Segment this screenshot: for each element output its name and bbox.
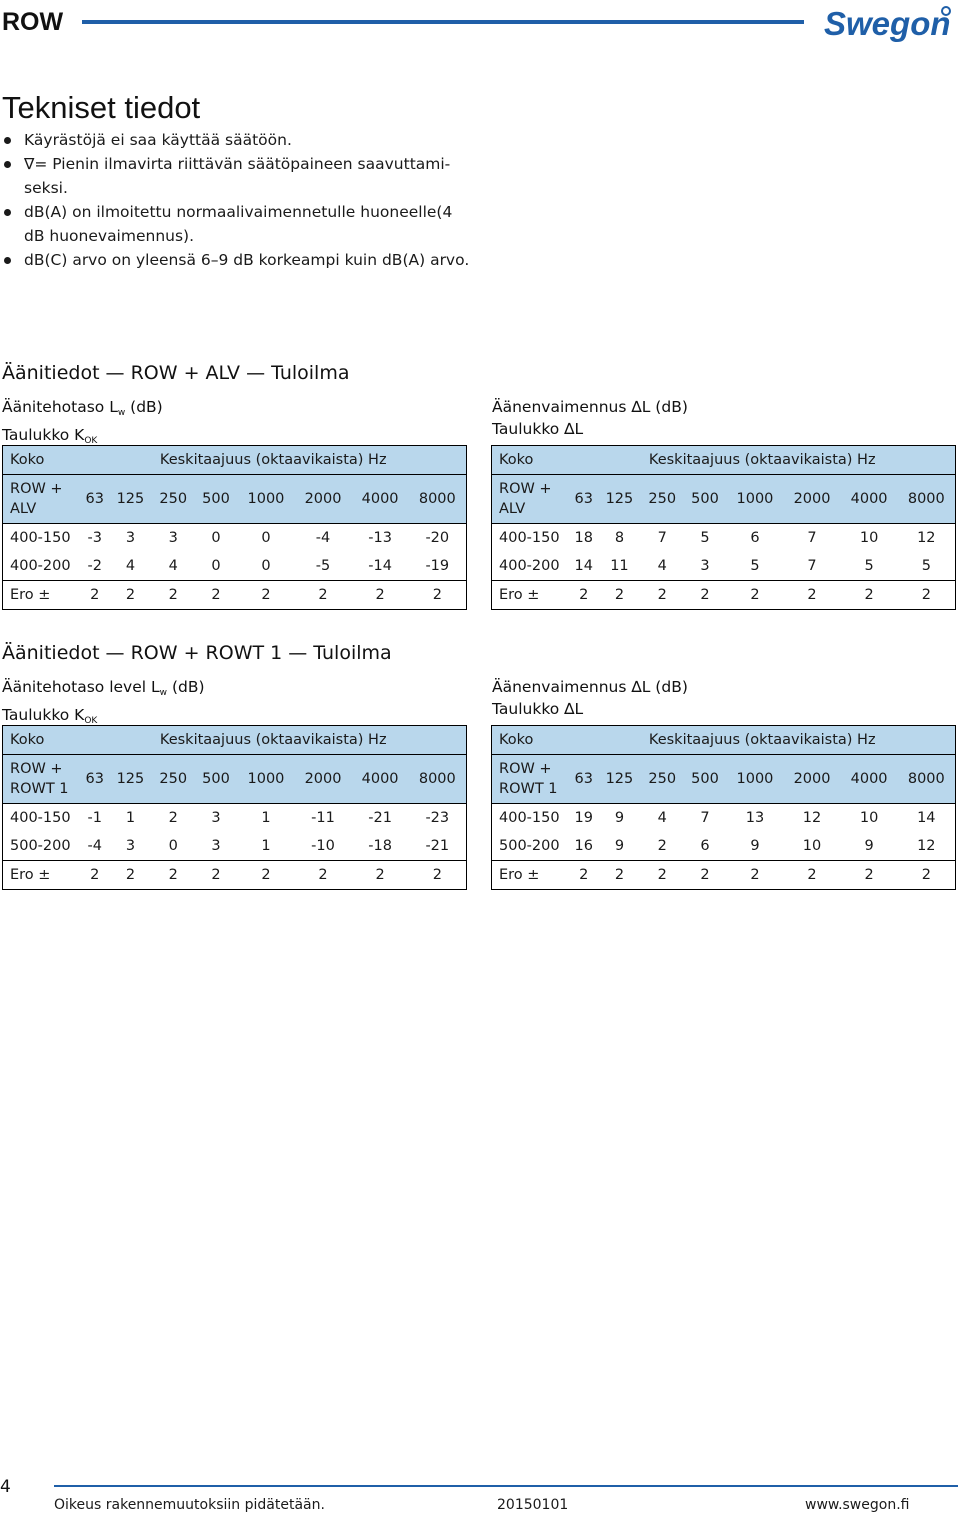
value-cell: 2 bbox=[783, 581, 840, 610]
heading-text: Äänitehotaso level L bbox=[2, 678, 160, 696]
tolerance-label: Ero ± bbox=[3, 861, 81, 890]
table-header-row bbox=[492, 726, 956, 755]
value-cell: 2 bbox=[726, 861, 783, 890]
value-cell: 5 bbox=[700, 530, 710, 546]
value-cell: 2 bbox=[898, 581, 956, 610]
frequency-cell: 250 bbox=[152, 755, 195, 804]
tolerance-label: Ero ± bbox=[3, 581, 81, 610]
note-item: Käyrästöjä ei saa käyttää säätöön. bbox=[0, 128, 470, 152]
frequency-cell: 500 bbox=[195, 755, 238, 804]
frequency-cell: 63 bbox=[570, 475, 599, 524]
caption-text: Taulukko K bbox=[2, 426, 85, 444]
value-cell: -10 bbox=[311, 838, 335, 854]
frequency-cell: 500 bbox=[684, 755, 727, 804]
value-cell: 9 bbox=[750, 838, 760, 854]
value-cell: 5 bbox=[921, 558, 931, 574]
value-cell: 2 bbox=[195, 861, 238, 890]
tolerance-row bbox=[492, 861, 956, 890]
value-cell: 0 bbox=[211, 530, 221, 546]
value-cell: 3 bbox=[168, 530, 178, 546]
value-cell: -11 bbox=[311, 810, 335, 826]
value-cell: 2 bbox=[684, 581, 727, 610]
page-number: 4 bbox=[0, 1477, 11, 1497]
value-cell: 2 bbox=[841, 861, 898, 890]
right-table-heading bbox=[492, 676, 688, 720]
section-title: Tekniset tiedot bbox=[2, 90, 201, 125]
frequency-cell: 4000 bbox=[841, 475, 898, 524]
value-cell: 2 bbox=[294, 861, 351, 890]
value-cell: 0 bbox=[168, 838, 178, 854]
value-cell: 2 bbox=[294, 581, 351, 610]
table-header-row bbox=[492, 446, 956, 475]
value-cell: 2 bbox=[352, 581, 409, 610]
frequency-cell: 125 bbox=[598, 475, 641, 524]
frequency-row bbox=[3, 755, 467, 804]
caption-text: Taulukko K bbox=[2, 706, 85, 724]
value-cell: 2 bbox=[641, 861, 684, 890]
value-cell: 6 bbox=[750, 530, 760, 546]
frequency-cell: 4000 bbox=[841, 755, 898, 804]
column-header-frequency: Keskitaajuus (oktaavikaista) Hz bbox=[81, 726, 467, 755]
value-cell: 11 bbox=[610, 558, 629, 574]
table-row bbox=[3, 552, 467, 581]
frequency-cell: 4000 bbox=[352, 755, 409, 804]
heading-text: Äänenvaimennus ∆L (dB) bbox=[492, 678, 688, 696]
value-cell: 5 bbox=[750, 558, 760, 574]
product-label: ROW + ALV bbox=[3, 475, 81, 524]
frequency-cell: 8000 bbox=[409, 475, 467, 524]
size-cell: 400-150 bbox=[10, 530, 71, 546]
column-header-frequency: Keskitaajuus (oktaavikaista) Hz bbox=[81, 446, 467, 475]
column-header-size: Koko bbox=[3, 446, 81, 475]
table-row bbox=[492, 524, 956, 553]
value-cell: 9 bbox=[614, 838, 625, 854]
value-cell: 3 bbox=[125, 838, 136, 854]
value-cell: 2 bbox=[641, 581, 684, 610]
table-header-row bbox=[3, 446, 467, 475]
value-cell: 2 bbox=[81, 861, 110, 890]
table-row bbox=[492, 832, 956, 861]
value-cell: -5 bbox=[315, 558, 331, 574]
value-cell: 2 bbox=[783, 861, 840, 890]
value-cell: 2 bbox=[898, 861, 956, 890]
heading-unit: (dB) bbox=[125, 398, 163, 416]
swegon-logo bbox=[822, 2, 956, 44]
frequency-cell: 2000 bbox=[783, 755, 840, 804]
column-header-size: Koko bbox=[3, 726, 81, 755]
column-header-size: Koko bbox=[492, 446, 570, 475]
value-cell: -2 bbox=[87, 558, 102, 574]
value-cell: 18 bbox=[574, 530, 593, 546]
size-cell: 500-200 bbox=[499, 838, 560, 854]
value-cell: 9 bbox=[614, 810, 625, 826]
frequency-cell: 63 bbox=[570, 755, 599, 804]
value-cell: -20 bbox=[425, 530, 450, 546]
value-cell: 5 bbox=[864, 558, 874, 574]
note-item: ∇= Pienin ilmavirta riittävän säätöpaineen saavuttami-seksi. bbox=[0, 152, 470, 200]
product-label: ROW + ROWT 1 bbox=[3, 755, 81, 804]
footer-notice: Oikeus rakennemuutoksiin pidätetään. bbox=[54, 1497, 325, 1513]
value-cell: 8 bbox=[614, 530, 625, 546]
frequency-cell: 2000 bbox=[294, 475, 351, 524]
table-row bbox=[492, 552, 956, 581]
value-cell: 2 bbox=[570, 861, 599, 890]
value-cell: -3 bbox=[87, 530, 102, 546]
value-cell: 2 bbox=[195, 581, 238, 610]
value-cell: 4 bbox=[125, 558, 136, 574]
frequency-cell: 63 bbox=[81, 475, 110, 524]
note-item: dB(A) on ilmoitettu normaalivaimennetulle huoneelle(4 dB huonevaimennus). bbox=[0, 200, 470, 248]
product-label: ROW + ROWT 1 bbox=[492, 755, 570, 804]
column-header-frequency: Keskitaajuus (oktaavikaista) Hz bbox=[570, 726, 956, 755]
value-cell: 1 bbox=[125, 810, 136, 826]
frequency-cell: 1000 bbox=[237, 475, 294, 524]
caption-text: Taulukko ∆L bbox=[492, 420, 584, 438]
value-cell: 4 bbox=[657, 558, 667, 574]
frequency-cell: 250 bbox=[152, 475, 195, 524]
heading-subscript: w bbox=[159, 688, 168, 698]
frequency-cell: 2000 bbox=[783, 475, 840, 524]
notes-list bbox=[0, 128, 470, 272]
frequency-cell: 1000 bbox=[726, 755, 783, 804]
value-cell: 2 bbox=[841, 581, 898, 610]
value-cell: 19 bbox=[574, 810, 593, 826]
left-table-heading bbox=[2, 676, 205, 732]
frequency-row bbox=[3, 475, 467, 524]
header-divider bbox=[82, 20, 804, 24]
value-cell: 1 bbox=[261, 838, 271, 854]
value-cell: 3 bbox=[211, 810, 221, 826]
footer-divider bbox=[54, 1485, 958, 1487]
frequency-cell: 4000 bbox=[352, 475, 409, 524]
footer-website[interactable]: www.swegon.fi bbox=[805, 1497, 910, 1513]
value-cell: 9 bbox=[864, 838, 874, 854]
value-cell: 2 bbox=[168, 810, 178, 826]
value-cell: 14 bbox=[917, 810, 936, 826]
value-cell: 2 bbox=[409, 581, 467, 610]
sound-table bbox=[491, 725, 956, 890]
value-cell: 6 bbox=[700, 838, 710, 854]
value-cell: 2 bbox=[657, 838, 667, 854]
table-row bbox=[3, 524, 467, 553]
value-cell: 2 bbox=[81, 581, 110, 610]
value-cell: 0 bbox=[261, 558, 271, 574]
table-row bbox=[3, 832, 467, 861]
size-cell: 500-200 bbox=[10, 838, 71, 854]
column-header-frequency: Keskitaajuus (oktaavikaista) Hz bbox=[570, 446, 956, 475]
value-cell: 2 bbox=[152, 581, 195, 610]
frequency-cell: 1000 bbox=[726, 475, 783, 524]
frequency-cell: 8000 bbox=[898, 755, 956, 804]
block-title: Äänitiedot — ROW + ROWT 1 — Tuloilma bbox=[2, 642, 392, 664]
value-cell: -4 bbox=[315, 530, 331, 546]
tolerance-row bbox=[3, 861, 467, 890]
caption-text: Taulukko ∆L bbox=[492, 700, 584, 718]
heading-text: Äänenvaimennus ∆L (dB) bbox=[492, 398, 688, 416]
tolerance-row bbox=[492, 581, 956, 610]
value-cell: -18 bbox=[368, 838, 392, 854]
frequency-cell: 2000 bbox=[294, 755, 351, 804]
value-cell: 2 bbox=[352, 861, 409, 890]
value-cell: 2 bbox=[598, 861, 641, 890]
svg-text:Swegon: Swegon bbox=[824, 5, 951, 42]
size-cell: 400-150 bbox=[499, 810, 560, 826]
size-cell: 400-200 bbox=[10, 558, 71, 574]
tolerance-label: Ero ± bbox=[492, 861, 570, 890]
value-cell: -19 bbox=[425, 558, 450, 574]
value-cell: 0 bbox=[261, 530, 271, 546]
value-cell: -4 bbox=[87, 838, 102, 854]
value-cell: 2 bbox=[237, 581, 294, 610]
caption-subscript: OK bbox=[84, 716, 98, 726]
size-cell: 400-150 bbox=[10, 810, 71, 826]
value-cell: 14 bbox=[574, 558, 593, 574]
frequency-cell: 1000 bbox=[237, 755, 294, 804]
note-item: dB(C) arvo on yleensä 6–9 dB korkeampi kuin dB(A) arvo. bbox=[0, 248, 470, 272]
table-row bbox=[3, 804, 467, 833]
frequency-cell: 500 bbox=[195, 475, 238, 524]
value-cell: 12 bbox=[917, 838, 936, 854]
right-table-heading bbox=[492, 396, 688, 440]
table-header-row bbox=[3, 726, 467, 755]
caption-subscript: OK bbox=[84, 436, 98, 446]
heading-text: Äänitehotaso L bbox=[2, 398, 118, 416]
tolerance-label: Ero ± bbox=[492, 581, 570, 610]
frequency-cell: 500 bbox=[684, 475, 727, 524]
frequency-cell: 63 bbox=[81, 755, 110, 804]
value-cell: 2 bbox=[726, 581, 783, 610]
heading-subscript: w bbox=[117, 408, 126, 418]
value-cell: 12 bbox=[917, 530, 936, 546]
sound-table bbox=[2, 445, 467, 610]
frequency-cell: 250 bbox=[641, 755, 684, 804]
footer-date: 20150101 bbox=[497, 1497, 569, 1513]
value-cell: 16 bbox=[574, 838, 593, 854]
value-cell: 7 bbox=[807, 558, 817, 574]
frequency-cell: 8000 bbox=[898, 475, 956, 524]
value-cell: 7 bbox=[657, 530, 667, 546]
column-header-size: Koko bbox=[492, 726, 570, 755]
value-cell: 1 bbox=[261, 810, 271, 826]
value-cell: 2 bbox=[570, 581, 599, 610]
value-cell: 2 bbox=[598, 581, 641, 610]
value-cell: 3 bbox=[125, 530, 136, 546]
tolerance-row bbox=[3, 581, 467, 610]
frequency-row bbox=[492, 755, 956, 804]
value-cell: -1 bbox=[87, 810, 102, 826]
heading-unit: (dB) bbox=[167, 678, 205, 696]
left-table-heading bbox=[2, 396, 163, 452]
page-title: ROW bbox=[2, 8, 64, 36]
value-cell: 2 bbox=[409, 861, 467, 890]
value-cell: 3 bbox=[211, 838, 221, 854]
value-cell: 2 bbox=[109, 581, 152, 610]
value-cell: 2 bbox=[237, 861, 294, 890]
value-cell: 4 bbox=[168, 558, 178, 574]
frequency-cell: 8000 bbox=[409, 755, 467, 804]
product-label: ROW + ALV bbox=[492, 475, 570, 524]
table-row bbox=[492, 804, 956, 833]
frequency-row bbox=[492, 475, 956, 524]
value-cell: 3 bbox=[700, 558, 710, 574]
value-cell: -14 bbox=[368, 558, 392, 574]
sound-table bbox=[2, 725, 467, 890]
frequency-cell: 250 bbox=[641, 475, 684, 524]
value-cell: -21 bbox=[368, 810, 392, 826]
value-cell: 7 bbox=[807, 530, 817, 546]
value-cell: 10 bbox=[859, 530, 879, 546]
value-cell: 0 bbox=[211, 558, 221, 574]
frequency-cell: 125 bbox=[598, 755, 641, 804]
value-cell: 2 bbox=[152, 861, 195, 890]
value-cell: 10 bbox=[859, 810, 879, 826]
value-cell: 10 bbox=[802, 838, 822, 854]
value-cell: -21 bbox=[425, 838, 450, 854]
sound-table bbox=[491, 445, 956, 610]
size-cell: 400-150 bbox=[499, 530, 560, 546]
frequency-cell: 125 bbox=[109, 755, 152, 804]
value-cell: -23 bbox=[425, 810, 450, 826]
value-cell: 13 bbox=[745, 810, 765, 826]
size-cell: 400-200 bbox=[499, 558, 560, 574]
value-cell: -13 bbox=[368, 530, 392, 546]
value-cell: 7 bbox=[700, 810, 710, 826]
frequency-cell: 125 bbox=[109, 475, 152, 524]
block-title: Äänitiedot — ROW + ALV — Tuloilma bbox=[2, 362, 350, 384]
value-cell: 4 bbox=[657, 810, 667, 826]
value-cell: 12 bbox=[802, 810, 822, 826]
value-cell: 2 bbox=[684, 861, 727, 890]
value-cell: 2 bbox=[109, 861, 152, 890]
